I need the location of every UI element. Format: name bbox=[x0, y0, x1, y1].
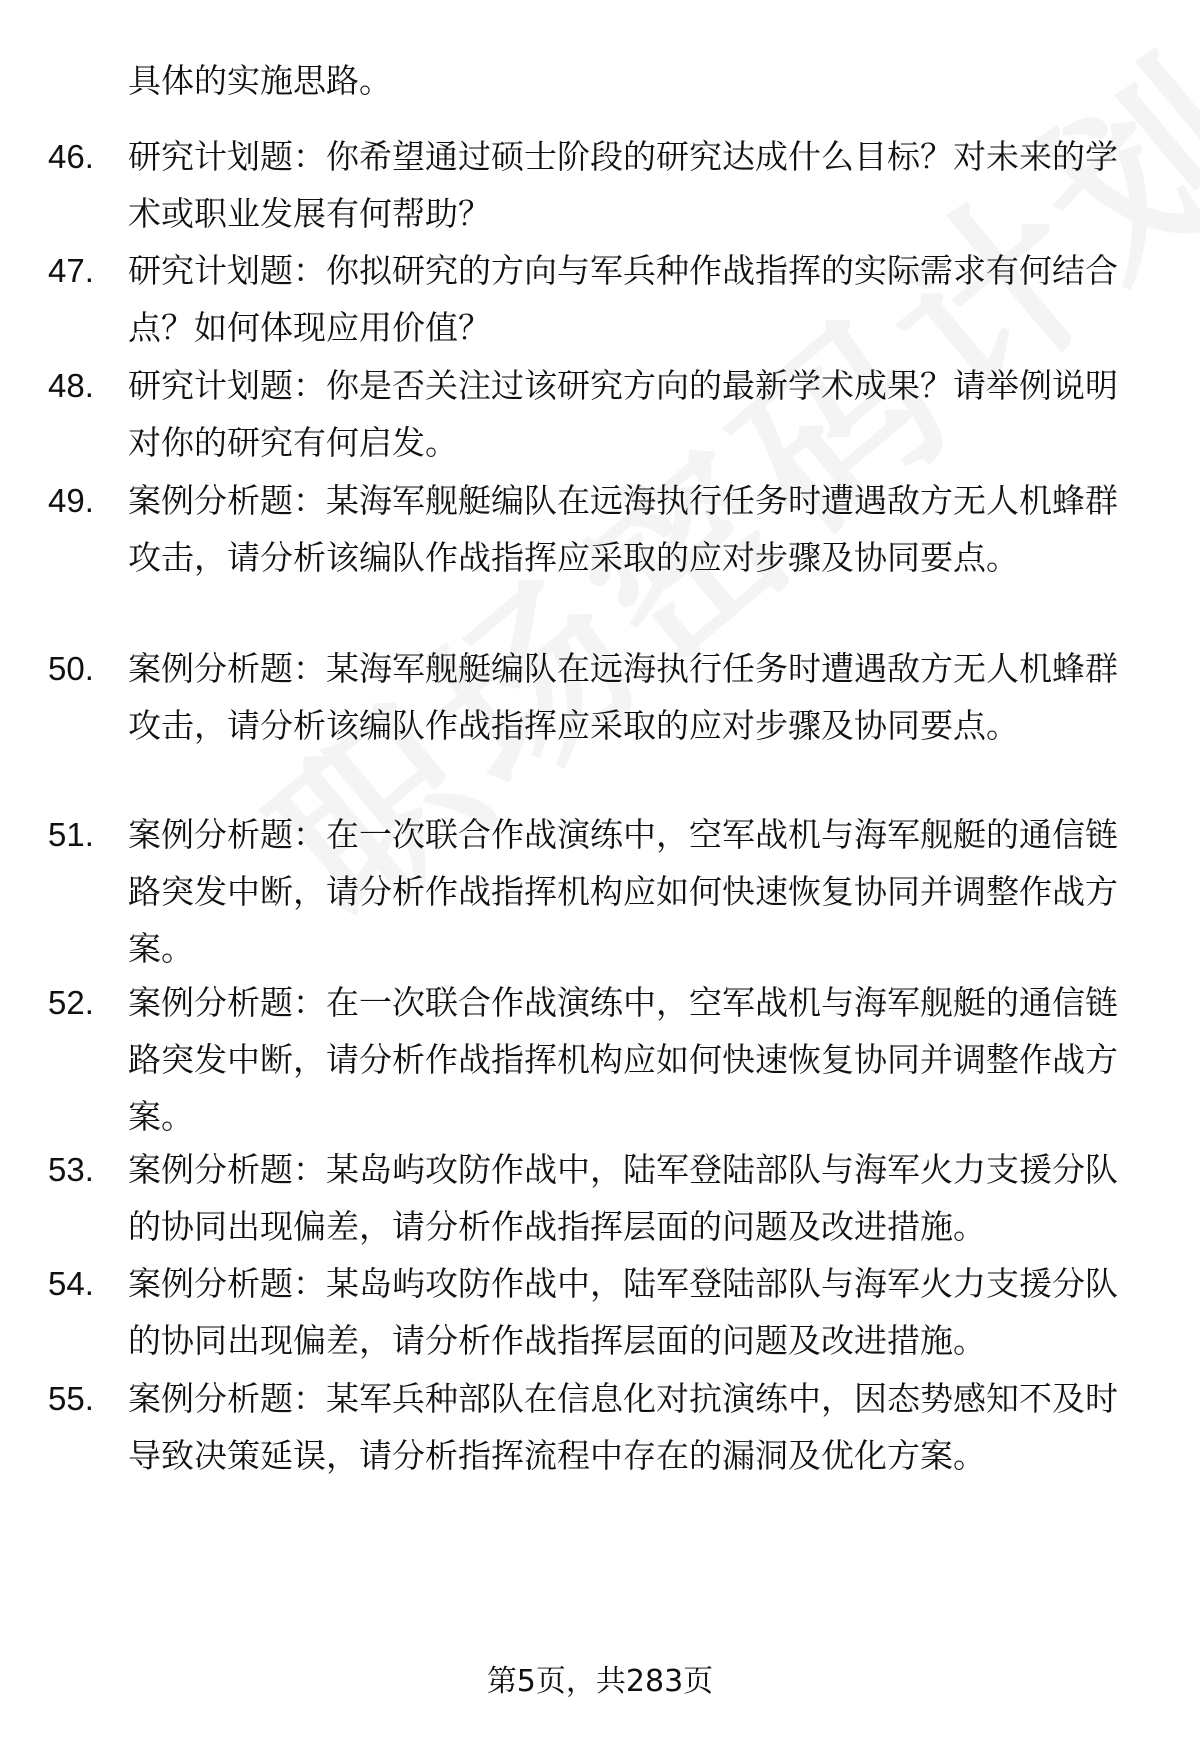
item-number: 52. bbox=[48, 984, 94, 1021]
item-number: 55. bbox=[48, 1380, 94, 1417]
list-item bbox=[48, 1255, 1138, 1369]
list-item bbox=[48, 357, 1138, 471]
item-text: 研究计划题：你拟研究的方向与军兵种作战指挥的实际需求有何结合点？如何体现应用价值？ bbox=[128, 251, 1118, 347]
item-text: 案例分析题：某军兵种部队在信息化对抗演练中，因态势感知不及时导致决策延误，请分析指挥流程中存在的漏洞及优化方案。 bbox=[128, 1379, 1118, 1475]
item-number: 51. bbox=[48, 816, 94, 853]
item-text: 案例分析题：某海军舰艇编队在远海执行任务时遭遇敌方无人机蜂群攻击，请分析该编队作战指挥应采取的应对步骤及协同要点。 bbox=[128, 481, 1118, 577]
list-item bbox=[48, 974, 1138, 1145]
item-number: 49. bbox=[48, 482, 94, 519]
item-number: 48. bbox=[48, 367, 94, 404]
item-text: 案例分析题：在一次联合作战演练中，空军战机与海军舰艇的通信链路突发中断，请分析作战指挥机构应如何快速恢复协同并调整作战方案。 bbox=[128, 983, 1118, 1136]
item-text: 研究计划题：你是否关注过该研究方向的最新学术成果？请举例说明对你的研究有何启发。 bbox=[128, 366, 1118, 462]
list-item bbox=[48, 1370, 1138, 1484]
list-item bbox=[48, 128, 1138, 242]
item-text: 案例分析题：在一次联合作战演练中，空军战机与海军舰艇的通信链路突发中断，请分析作战指挥机构应如何快速恢复协同并调整作战方案。 bbox=[128, 815, 1118, 968]
item-number: 50. bbox=[48, 650, 94, 687]
item-number: 54. bbox=[48, 1265, 94, 1302]
item-number: 47. bbox=[48, 252, 94, 289]
item-text: 案例分析题：某岛屿攻防作战中，陆军登陆部队与海军火力支援分队的协同出现偏差，请分析作战指挥层面的问题及改进措施。 bbox=[128, 1150, 1118, 1246]
item-number: 53. bbox=[48, 1151, 94, 1188]
list-item bbox=[48, 242, 1138, 356]
list-item bbox=[48, 806, 1138, 977]
list-item bbox=[48, 640, 1138, 754]
item-number: 46. bbox=[48, 138, 94, 175]
page-footer: 第5页，共283页 bbox=[486, 1664, 714, 1699]
continued-text: 具体的实施思路。 bbox=[128, 61, 392, 100]
list-item bbox=[48, 1141, 1138, 1255]
item-text: 案例分析题：某海军舰艇编队在远海执行任务时遭遇敌方无人机蜂群攻击，请分析该编队作战指挥应采取的应对步骤及协同要点。 bbox=[128, 649, 1118, 745]
list-item bbox=[48, 472, 1138, 586]
item-text: 案例分析题：某岛屿攻防作战中，陆军登陆部队与海军火力支援分队的协同出现偏差，请分析作战指挥层面的问题及改进措施。 bbox=[128, 1264, 1118, 1360]
item-text: 研究计划题：你希望通过硕士阶段的研究达成什么目标？对未来的学术或职业发展有何帮助？ bbox=[128, 137, 1118, 233]
